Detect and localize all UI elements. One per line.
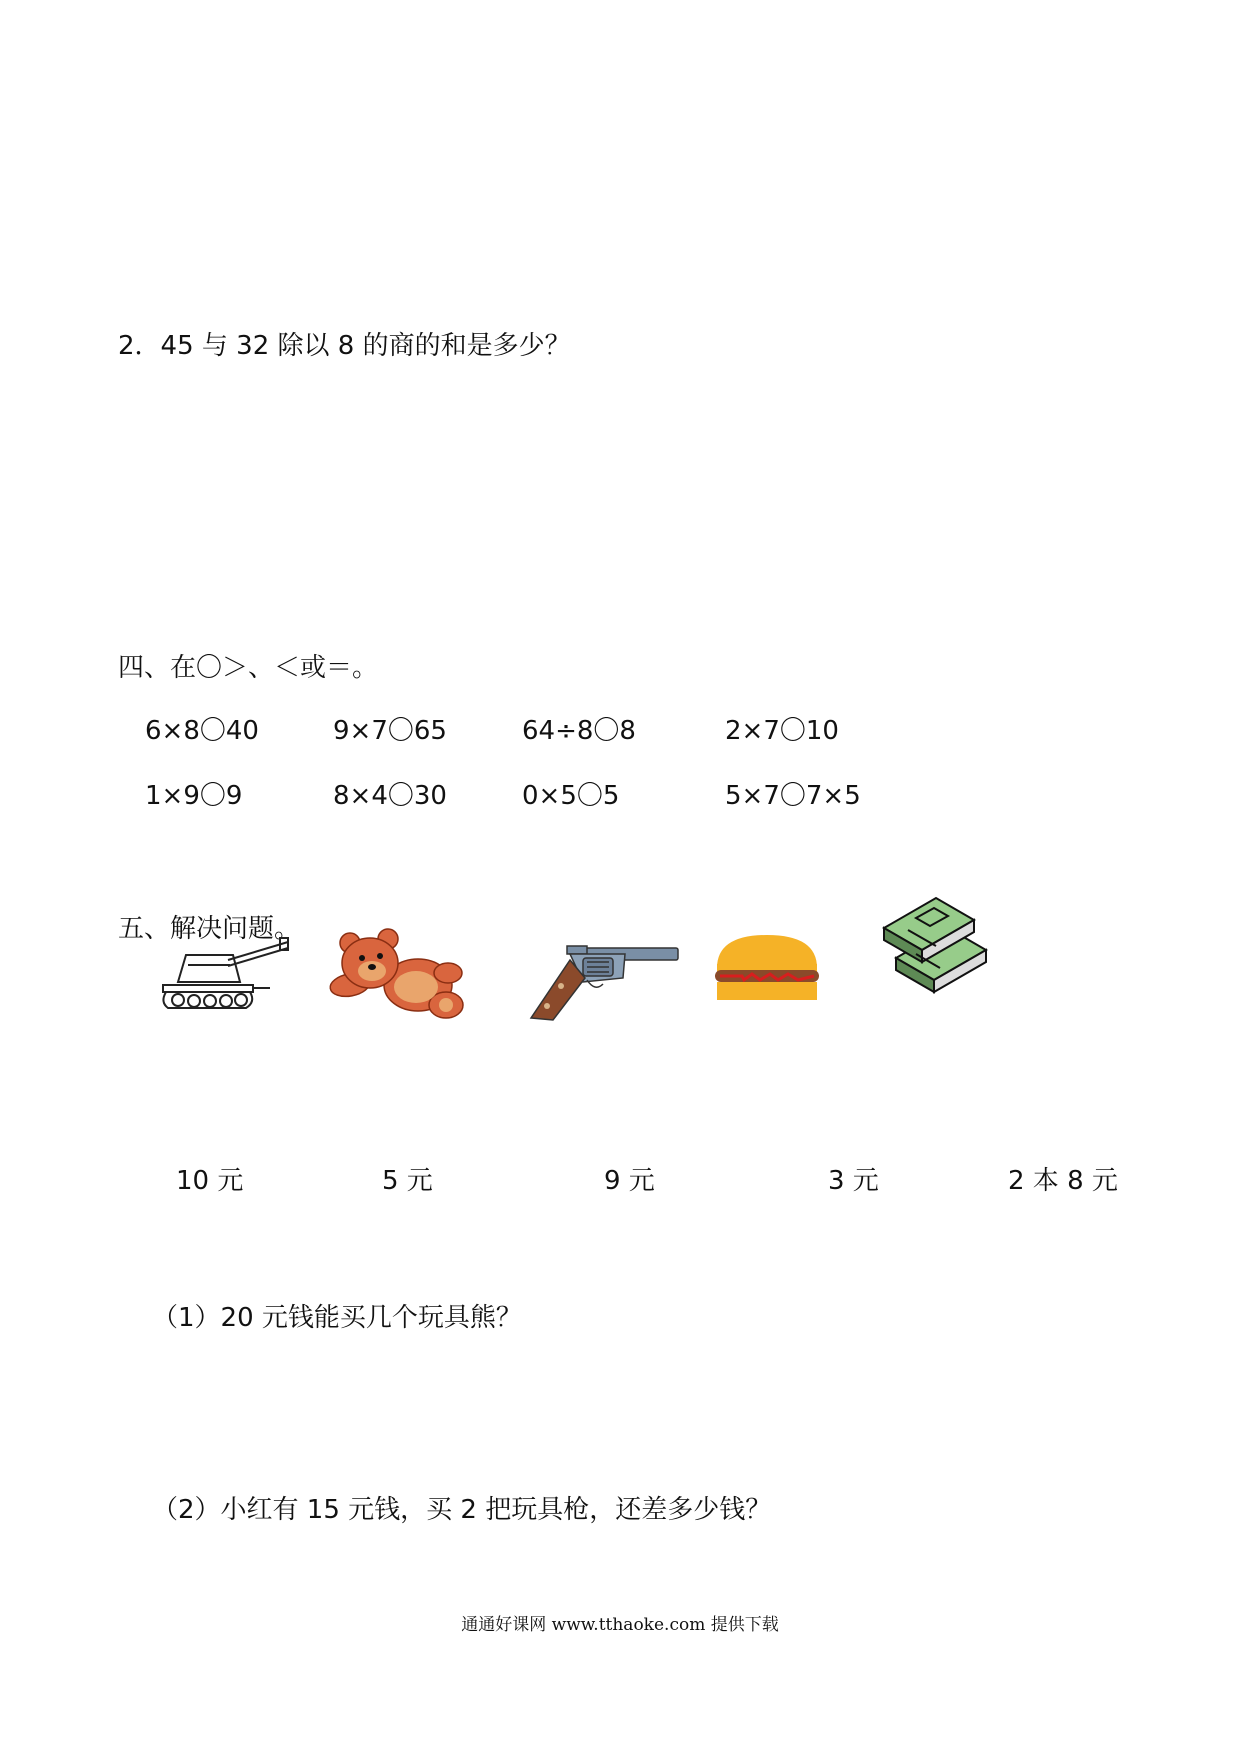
price-label: 9 元 — [604, 1166, 655, 1196]
books-icon — [878, 888, 993, 1003]
question-5-2: （2）小红有 15 元钱，买 2 把玩具枪，还差多少钱？ — [152, 1495, 772, 1525]
hamburger-icon — [712, 930, 822, 1005]
footer-credit: 通通好课网 www.tthaoke.com 提供下载 — [461, 1615, 779, 1635]
compare-item: 64÷8〇8 — [522, 716, 636, 746]
compare-item: 2×7〇10 — [725, 716, 839, 746]
tank-icon — [158, 930, 293, 1015]
teddy-bear-icon — [328, 925, 468, 1025]
price-label: 3 元 — [828, 1166, 879, 1196]
question-2: 2．45 与 32 除以 8 的商的和是多少？ — [118, 331, 571, 361]
price-label: 5 元 — [382, 1166, 433, 1196]
compare-item: 8×4〇30 — [333, 781, 447, 811]
compare-item: 5×7〇7×5 — [725, 781, 861, 811]
compare-item: 9×7〇65 — [333, 716, 447, 746]
compare-item: 6×8〇40 — [145, 716, 259, 746]
section-5-title: 五、解决问题。 — [118, 914, 301, 944]
compare-item: 0×5〇5 — [522, 781, 620, 811]
section-4-title: 四、在〇＞、＜或＝。 — [118, 653, 379, 683]
price-label: 10 元 — [176, 1166, 244, 1196]
question-5-1: （1）20 元钱能买几个玩具熊？ — [152, 1303, 522, 1333]
compare-item: 1×9〇9 — [145, 781, 243, 811]
price-label: 2 本 8 元 — [1008, 1166, 1118, 1196]
toy-gun-icon — [525, 940, 680, 1025]
